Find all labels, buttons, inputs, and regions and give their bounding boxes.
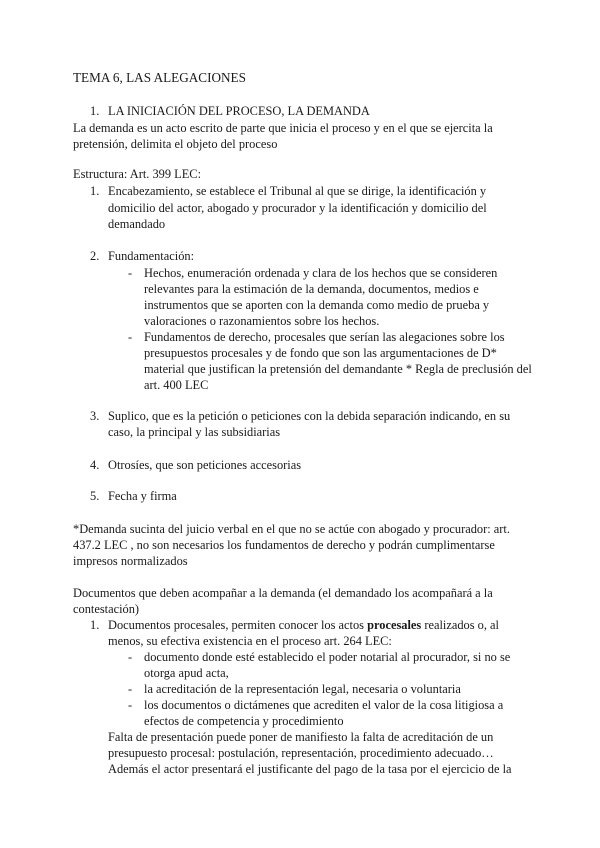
doc-item-line <box>108 617 499 633</box>
section-1-number: 1. <box>90 104 100 118</box>
sub-line: art. 400 LEC <box>144 378 209 392</box>
sub-line: documento donde esté establecido el poder notarial al procurador, si no se <box>144 650 511 664</box>
item-line: caso, la principal y las subsidiarias <box>108 425 281 439</box>
sub-line: Fundamentos de derecho, procesales que serían las alegaciones sobre los <box>144 330 505 344</box>
sub-line: otorga apud acta, <box>144 666 229 680</box>
doc-item-text-b: realizados o, al <box>421 618 500 632</box>
doc-item-text-a: Documentos procesales, permiten conocer los actos <box>108 618 368 632</box>
sub-bullet: - <box>128 266 133 280</box>
sub-bullet: - <box>128 330 133 344</box>
item-number: 2. <box>90 249 100 263</box>
sub-line: relevantes para la estimación de la demanda, documentos, medios e <box>144 282 479 296</box>
section-1-heading: LA INICIACIÓN DEL PROCESO, LA DEMANDA <box>108 104 370 118</box>
sub-line: material que justifican la pretensión del demandante * Regla de preclusión del <box>144 362 532 376</box>
tail-line: Falta de presentación puede poner de manifiesto la falta de acreditación de un <box>108 730 494 744</box>
sub-bullet: - <box>128 698 133 712</box>
intro-line: La demanda es un acto escrito de parte que inicia el proceso y en el que se ejercita la <box>73 121 493 135</box>
sub-bullet: - <box>128 650 133 664</box>
documentos-line: contestación) <box>73 602 140 616</box>
sub-line: presupuestos procesales y de fondo que son las argumentaciones de D* <box>144 346 497 360</box>
sub-line: la acreditación de la representación legal, necesaria o voluntaria <box>144 682 461 696</box>
tail-line: presupuesto procesal: postulación, representación, procedimiento adecuado… <box>108 746 494 760</box>
doc-item-line: menos, su efectiva existencia en el proceso art. 264 LEC: <box>108 634 392 648</box>
doc-item-number: 1. <box>90 618 100 632</box>
item-line: Encabezamiento, se establece el Tribunal al que se dirige, la identificación y <box>108 184 487 198</box>
item-number: 1. <box>90 184 100 198</box>
note-line: impresos normalizados <box>73 554 188 568</box>
documentos-line: Documentos que deben acompañar a la demanda (el demandado los acompañará a la <box>73 586 493 600</box>
note-line: *Demanda sucinta del juicio verbal en el que no se actúe con abogado y procurador: art. <box>73 522 510 536</box>
tail-line: Además el actor presentará el justificante del pago de la tasa por el ejercicio de la <box>108 762 512 776</box>
document-title: TEMA 6, LAS ALEGACIONES <box>73 70 246 85</box>
doc-item-text-bold: procesales <box>367 618 422 632</box>
sub-line: valoraciones o razonamientos sobre los hechos. <box>144 314 380 328</box>
item-line: Suplico, que es la petición o peticiones con la debida separación indicando, en su <box>108 409 511 423</box>
item-line: Otrosíes, que son peticiones accesorias <box>108 458 302 472</box>
estructura-label: Estructura: Art. 399 LEC: <box>73 167 202 181</box>
sub-line: los documentos o dictámenes que acrediten el valor de la cosa litigiosa a <box>144 698 504 712</box>
intro-line: pretensión, delimita el objeto del proceso <box>73 137 278 151</box>
sub-bullet: - <box>128 682 133 696</box>
item-line: domicilio del actor, abogado y procurador y la identificación y domicilio del <box>108 201 487 215</box>
sub-line: efectos de competencia y procedimiento <box>144 714 344 728</box>
sub-line: Hechos, enumeración ordenada y clara de los hechos que se consideren <box>144 266 498 280</box>
item-number: 5. <box>90 489 100 503</box>
item-line: Fecha y firma <box>108 489 177 503</box>
sub-line: instrumentos que se aporten con la demanda como medio de prueba y <box>144 298 490 312</box>
note-line: 437.2 LEC , no son necesarios los fundamentos de derecho y podrán cumplimentarse <box>73 538 495 552</box>
item-line: demandado <box>108 217 166 231</box>
item-line: Fundamentación: <box>108 249 195 263</box>
item-number: 4. <box>90 458 100 472</box>
item-number: 3. <box>90 409 100 423</box>
